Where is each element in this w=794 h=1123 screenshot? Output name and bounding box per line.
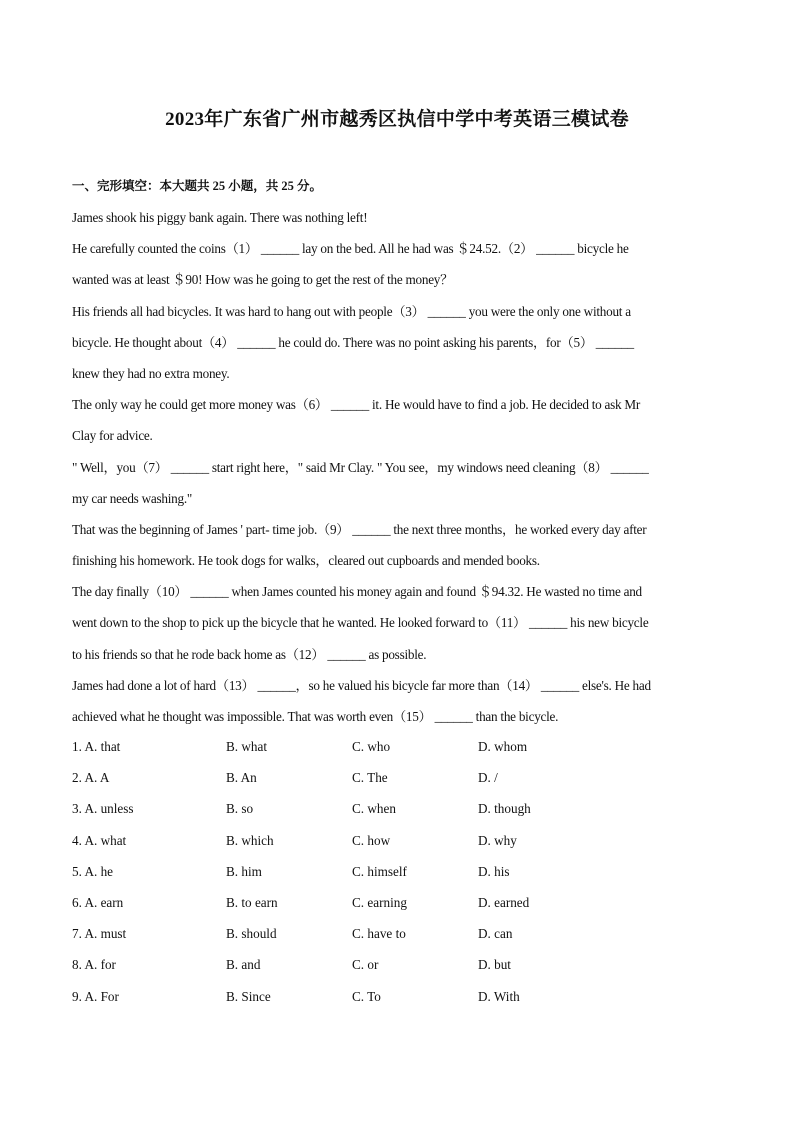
passage-line: went down to the shop to pick up the bicycle that he wanted. He looked forward to（11） ______ his new bicycle	[72, 615, 649, 631]
option-c: C. how	[352, 832, 391, 848]
option-row	[72, 731, 722, 762]
option-c: C. or	[352, 957, 379, 973]
passage-line: He carefully counted the coins（1） ______ lay on the bed. All he had was ＄24.52.（2） ______ bicycle he	[72, 241, 629, 257]
option-c: C. himself	[352, 863, 407, 879]
option-a: 4. A. what	[72, 832, 127, 848]
option-b: B. An	[226, 770, 257, 786]
passage-line: The day finally（10） ______ when James counted his money again and found ＄94.32. He wasted no time and	[72, 584, 642, 600]
passage-line: " Well，you（7） ______ start right here，" said Mr Clay. " You see，my windows need cleaning（8） ______	[72, 459, 649, 475]
passage-line: The only way he could get more money was（6） ______ it. He would have to find a job. He decided to ask Mr	[72, 397, 641, 413]
option-a: 8. A. for	[72, 957, 116, 973]
option-c: C. who	[352, 739, 391, 754]
passage	[72, 202, 722, 732]
answer-options	[72, 731, 722, 1012]
option-b: B. should	[226, 926, 277, 942]
option-a: 3. A. unless	[72, 801, 134, 817]
passage-line: bicycle. He thought about（4） ______ he could do. There was no point asking his parents，for（5） ______	[72, 334, 634, 350]
option-row	[72, 856, 722, 887]
option-d: D. With	[478, 988, 520, 1004]
option-a: 6. A. earn	[72, 894, 124, 910]
passage-line: to his friends so that he rode back home as（12） ______ as possible.	[72, 646, 427, 662]
option-d: D. why	[478, 832, 517, 848]
passage-line: James had done a lot of hard（13） ______，so he valued his bicycle far more than（14） ______ else's. He had	[72, 677, 651, 693]
option-row	[72, 825, 722, 856]
option-a: 7. A. must	[72, 926, 127, 942]
option-c: C. have to	[352, 926, 406, 942]
option-b: B. and	[226, 957, 261, 973]
passage-line: my car needs washing."	[72, 490, 193, 506]
passage-line: finishing his homework. He took dogs for walks，cleared out cupboards and mended books.	[72, 553, 540, 569]
option-b: B. Since	[226, 988, 271, 1004]
option-c: C. To	[352, 988, 381, 1004]
option-d: D. whom	[478, 739, 528, 754]
option-b: B. to earn	[226, 894, 278, 910]
option-b: B. him	[226, 863, 262, 879]
passage-line: achieved what he thought was impossible. That was worth even（15） ______ than the bicycle.	[72, 709, 559, 724]
option-c: C. The	[352, 770, 388, 786]
option-d: D. /	[478, 770, 498, 786]
page-title: 2023年广东省广州市越秀区执信中学中考英语三模试卷	[165, 109, 629, 130]
option-a: 9. A. For	[72, 988, 119, 1004]
option-a: 5. A. he	[72, 863, 114, 879]
option-b: B. which	[226, 832, 274, 848]
passage-line: knew they had no extra money.	[72, 365, 230, 381]
option-d: D. his	[478, 863, 510, 879]
option-row	[72, 887, 722, 918]
option-row	[72, 949, 722, 980]
section-heading: 一、完形填空：本大题共 25 小题，共 25 分。	[72, 179, 323, 193]
option-row	[72, 793, 722, 824]
option-c: C. earning	[352, 894, 407, 910]
passage-line: That was the beginning of James ' part- time job.（9） ______ the next three months，he worked every day after	[72, 521, 647, 537]
option-b: B. so	[226, 801, 254, 817]
option-row	[72, 918, 722, 949]
passage-line: James shook his piggy bank again. There was nothing left!	[72, 210, 368, 225]
passage-line: wanted was at least ＄90! How was he going to get the rest of the money？	[72, 272, 454, 288]
option-d: D. but	[478, 957, 511, 973]
option-a: 2. A. A	[72, 770, 110, 786]
option-a: 1. A. that	[72, 739, 121, 754]
option-d: D. earned	[478, 894, 530, 910]
option-row	[72, 762, 722, 793]
option-d: D. can	[478, 926, 513, 942]
passage-line: His friends all had bicycles. It was hard to hang out with people（3） ______ you were the only one without a	[72, 303, 631, 319]
option-d: D. though	[478, 801, 531, 817]
option-row	[72, 981, 722, 1012]
option-c: C. when	[352, 801, 396, 817]
passage-line: Clay for advice.	[72, 428, 153, 444]
option-b: B. what	[226, 739, 268, 754]
